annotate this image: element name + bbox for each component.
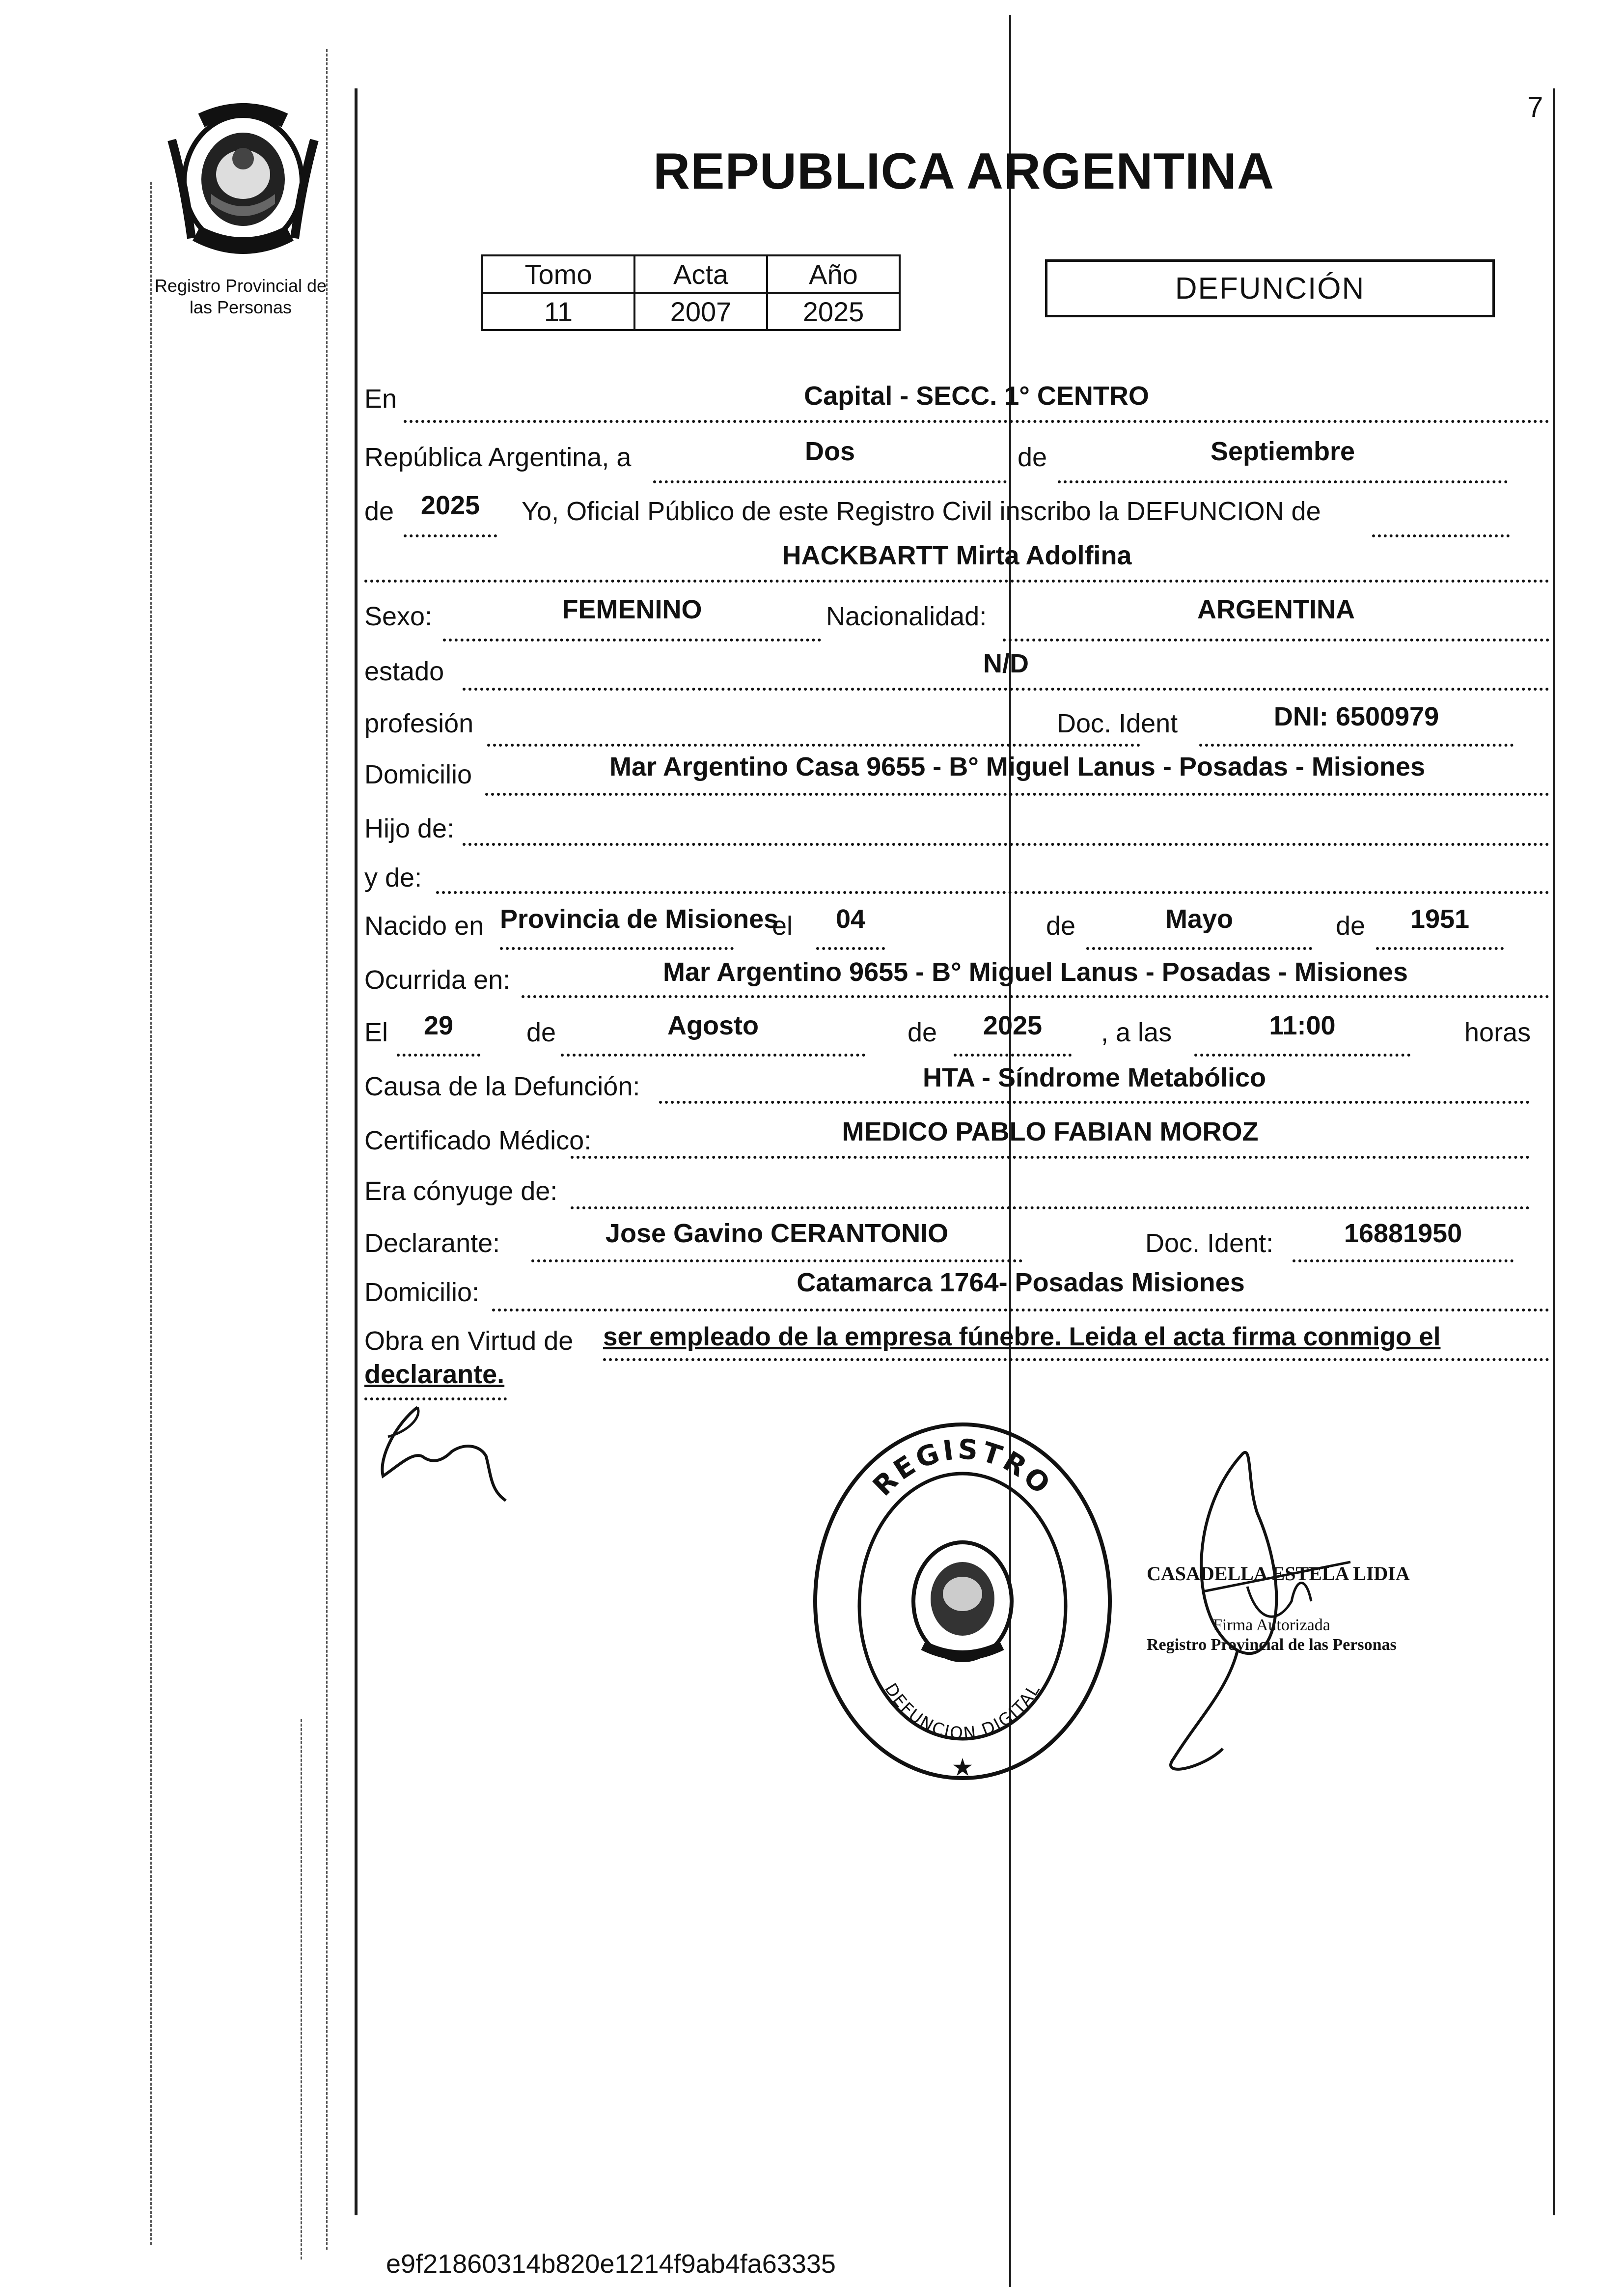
- record-type-box: [1045, 259, 1495, 317]
- row-lugar: [364, 381, 1549, 425]
- label-horas: horas: [1464, 1018, 1531, 1047]
- dotted-line: [1194, 1054, 1410, 1057]
- header-tomo: Tomo: [482, 255, 634, 293]
- value-nac-dia: 04: [835, 904, 866, 934]
- row-fecha-registro: [364, 436, 1549, 480]
- dotted-line: [659, 1101, 1530, 1104]
- label-certificado: Certificado Médico:: [364, 1126, 592, 1155]
- issuer-name: [138, 275, 344, 318]
- row-domicilio-declarante: [364, 1267, 1549, 1311]
- value-lugar: Capital - SECC. 1° CENTRO: [804, 381, 1149, 411]
- value-causa: HTA - Síndrome Metabólico: [922, 1063, 1266, 1092]
- value-anio: 2025: [767, 293, 900, 330]
- row-fecha-defuncion: [364, 1009, 1549, 1054]
- label-nacido-en: Nacido en: [364, 911, 484, 941]
- dotted-line: [1003, 639, 1549, 641]
- label-doc-ident-declarante: Doc. Ident:: [1145, 1228, 1274, 1258]
- dotted-line: [487, 744, 1140, 747]
- header-acta: Acta: [634, 255, 767, 293]
- issuer-line-2: las Personas: [189, 297, 292, 317]
- value-mes-registro: Septiembre: [1210, 437, 1355, 466]
- value-domicilio: Mar Argentino Casa 9655 - B° Miguel Lanus - Posadas - Misiones: [609, 752, 1425, 781]
- dotted-line: [571, 1206, 1530, 1209]
- left-margin-dashes-2: [326, 49, 329, 2250]
- dotted-line: [1058, 480, 1508, 483]
- dotted-line: [397, 1054, 480, 1057]
- record-reference-table: [481, 254, 901, 331]
- label-hijo-de: Hijo de:: [364, 814, 455, 843]
- dotted-line: [1086, 947, 1312, 950]
- value-ocurrida-en: Mar Argentino 9655 - B° Miguel Lanus - Posadas - Misiones: [663, 957, 1408, 987]
- left-margin-dashes-3: [301, 1719, 303, 2259]
- row-conyuge: [364, 1169, 1549, 1213]
- value-declarante-doc: 16881950: [1344, 1219, 1462, 1248]
- value-anio-registro: 2025: [420, 491, 480, 520]
- row-sexo-nacionalidad: [364, 594, 1549, 639]
- dotted-line: [404, 420, 1549, 423]
- dotted-line: [571, 1156, 1530, 1159]
- value-def-anio: 2025: [983, 1011, 1043, 1040]
- official-office: Registro Provincial de las Personas: [1147, 1636, 1397, 1654]
- row-certificado: [364, 1116, 1549, 1161]
- official-name: CASADELLA ESTELA LIDIA: [1147, 1562, 1410, 1585]
- dotted-line: [404, 534, 497, 537]
- row-nacimiento: [364, 903, 1549, 947]
- label-republica-a: República Argentina, a: [364, 443, 632, 472]
- label-profesion: profesión: [364, 709, 474, 738]
- label-domicilio: Domicilio: [364, 760, 472, 789]
- dotted-line: [522, 995, 1549, 998]
- page-number: 7: [1527, 91, 1543, 123]
- value-certificado: MEDICO PABLO FABIAN MOROZ: [842, 1117, 1259, 1146]
- value-dni: DNI: 6500979: [1273, 702, 1439, 731]
- document-title: REPUBLICA ARGENTINA: [653, 143, 1275, 200]
- dotted-line: [463, 843, 1549, 846]
- label-de: de: [1046, 911, 1076, 941]
- label-causa: Causa de la Defunción:: [364, 1072, 640, 1101]
- dotted-line: [485, 793, 1549, 796]
- declarant-signature: [368, 1402, 575, 1520]
- row-declarante: [364, 1218, 1549, 1262]
- row-profesion-doc: [364, 701, 1549, 746]
- value-declarante: Jose Gavino CERANTONIO: [605, 1219, 949, 1248]
- dotted-line: [561, 1054, 865, 1057]
- dotted-line: [364, 580, 1549, 583]
- dotted-line: [436, 891, 1549, 894]
- authorized-official-signature: [1129, 1415, 1473, 1788]
- dotted-line: [463, 688, 1549, 691]
- value-declarante-domicilio: Catamarca 1764- Posadas Misiones: [797, 1268, 1245, 1297]
- row-nombre: [364, 540, 1549, 585]
- value-nac-anio: 1951: [1410, 904, 1470, 934]
- row-ocurrida-en: [364, 957, 1549, 1001]
- value-dia-registro: Dos: [804, 437, 855, 466]
- left-margin-dashes: [150, 182, 153, 2245]
- stamp-inner-ring-text: DEFUNCION DIGITAL: [881, 1680, 1045, 1744]
- label-a-las: , a las: [1101, 1018, 1172, 1047]
- dotted-line: [443, 639, 821, 641]
- svg-text:DEFUNCION DIGITAL: [881, 1680, 1045, 1744]
- record-type: DEFUNCIÓN: [1175, 271, 1365, 306]
- label-ocurrida-en: Ocurrida en:: [364, 965, 511, 995]
- stamp-ring-text: REGISTRO: [867, 1433, 1058, 1503]
- dotted-line: [653, 480, 1007, 483]
- label-de: de: [1018, 443, 1047, 472]
- label-y-de: y de:: [364, 863, 422, 892]
- row-causa: [364, 1062, 1549, 1107]
- value-nacido-en: Provincia de Misiones: [500, 904, 779, 934]
- svg-text:★: ★: [951, 1753, 974, 1782]
- value-nombre: HACKBARTT Mirta Adolfina: [782, 541, 1132, 570]
- document-hash: e9f21860314b820e1214f9ab4fa63335: [386, 2249, 836, 2279]
- label-obra-en-virtud: Obra en Virtud de: [364, 1326, 574, 1356]
- value-estado: N/D: [983, 649, 1029, 678]
- dotted-line: [954, 1054, 1072, 1057]
- label-doc-ident: Doc. Ident: [1057, 709, 1178, 738]
- value-obra-line-1: ser empleado de la empresa fúnebre. Leida el acta firma conmigo el: [603, 1322, 1441, 1351]
- header-anio: Año: [767, 255, 900, 293]
- row-hijo-de: [364, 806, 1549, 850]
- value-def-mes: Agosto: [667, 1011, 759, 1040]
- label-el-cap: El: [364, 1018, 388, 1047]
- row-anio-oficial: [364, 490, 1549, 534]
- official-role: Firma Autorizada: [1213, 1616, 1330, 1634]
- label-sexo: Sexo:: [364, 602, 433, 631]
- dotted-line: [531, 1259, 1022, 1262]
- label-estado: estado: [364, 657, 444, 686]
- province-coat-of-arms-logo: [162, 101, 324, 258]
- dotted-line: [492, 1309, 1549, 1311]
- label-conyuge: Era cónyuge de:: [364, 1176, 558, 1206]
- label-en: En: [364, 384, 397, 414]
- label-de: de: [364, 497, 394, 526]
- label-domicilio-declarante: Domicilio:: [364, 1278, 480, 1307]
- value-obra-line-2: declarante.: [364, 1360, 505, 1389]
- row-estado: [364, 648, 1549, 693]
- value-nac-mes: Mayo: [1165, 904, 1234, 934]
- dotted-line: [364, 1397, 507, 1400]
- left-border-line: [355, 88, 358, 2215]
- label-nacionalidad: Nacionalidad:: [826, 602, 987, 631]
- value-def-hora: 11:00: [1269, 1011, 1336, 1040]
- value-def-dia: 29: [423, 1011, 454, 1040]
- row-obra-en-virtud: [364, 1319, 1549, 1402]
- label-el: el: [772, 911, 793, 941]
- right-border-line: [1553, 88, 1555, 2215]
- label-de: de: [1336, 911, 1366, 941]
- label-yo-oficial: Yo, Oficial Público de este Registro Civil inscribo la DEFUNCION de: [522, 497, 1321, 526]
- row-y-de: [364, 855, 1549, 899]
- dotted-line: [816, 947, 885, 950]
- dotted-line: [1376, 947, 1504, 950]
- dotted-line: [500, 947, 734, 950]
- label-de: de: [908, 1018, 937, 1047]
- row-domicilio: [364, 752, 1549, 796]
- label-declarante: Declarante:: [364, 1228, 500, 1258]
- value-sexo: FEMENINO: [562, 595, 702, 624]
- dotted-line: [1293, 1259, 1514, 1262]
- dotted-line: [1372, 534, 1510, 537]
- dotted-line: [603, 1358, 1549, 1361]
- official-stamp: [805, 1415, 1120, 1788]
- issuer-line-1: Registro Provincial de: [154, 276, 327, 296]
- dotted-line: [1199, 744, 1514, 747]
- value-tomo: 11: [482, 293, 634, 330]
- value-acta: 2007: [634, 293, 767, 330]
- value-nacionalidad: ARGENTINA: [1197, 595, 1355, 624]
- label-de: de: [526, 1018, 556, 1047]
